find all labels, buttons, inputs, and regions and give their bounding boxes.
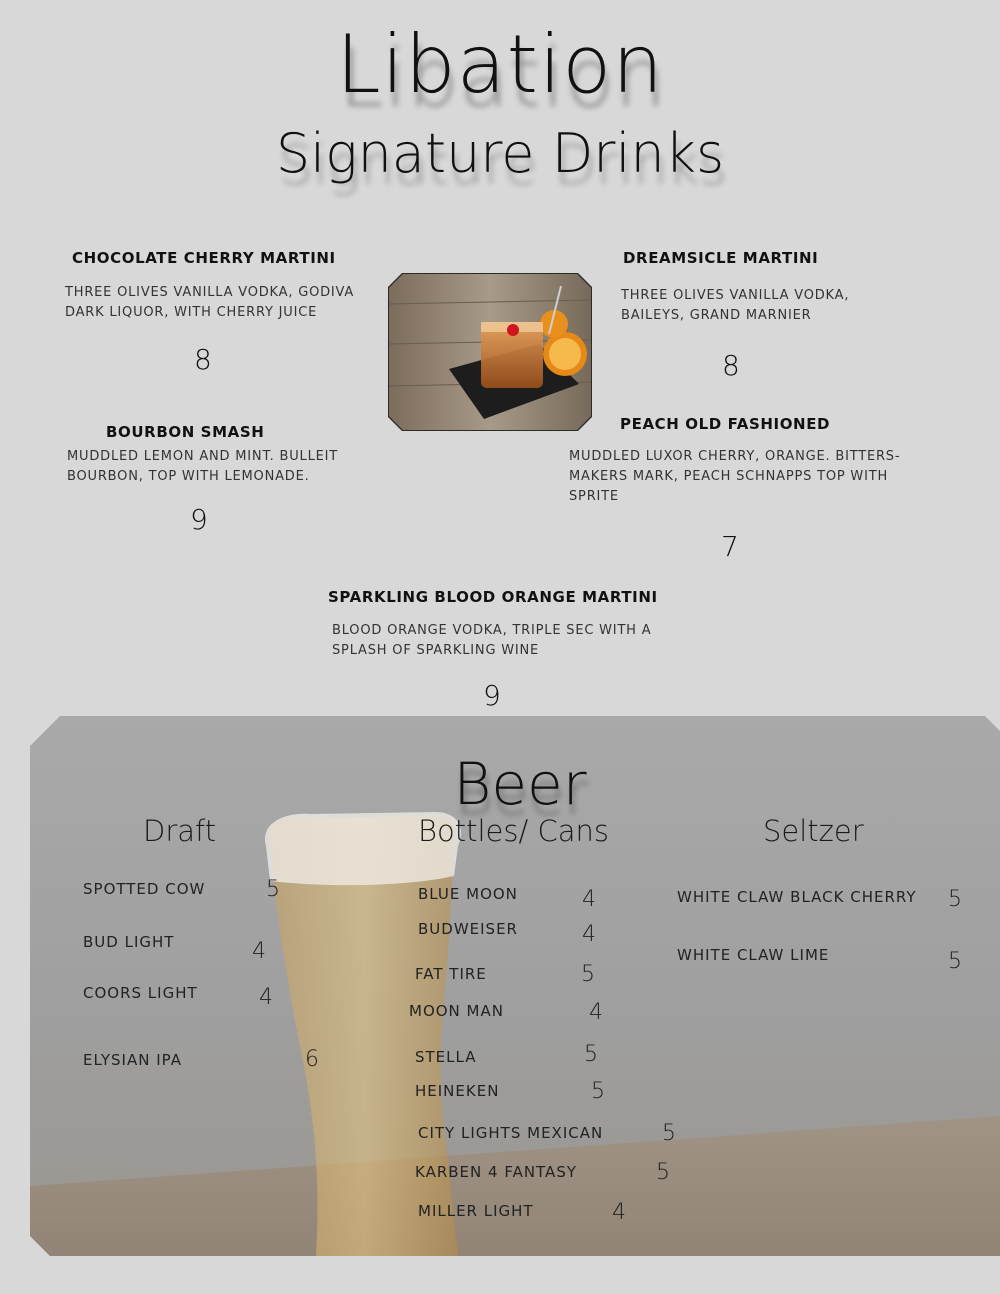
menu-title: Libation	[336, 18, 664, 111]
beer-item-name: SPOTTED COW	[83, 880, 206, 898]
drink-name: PEACH OLD FASHIONED	[620, 415, 831, 433]
beer-item-price: 5	[948, 949, 962, 974]
bottles-heading: Bottles/ Cans	[418, 814, 609, 848]
beer-item-price: 4	[589, 1000, 603, 1025]
beer-item-name: COORS LIGHT	[83, 984, 198, 1002]
beer-item-price: 4	[582, 887, 596, 912]
beer-item-price: 4	[259, 985, 273, 1010]
drink-name: DREAMSICLE MARTINI	[623, 249, 819, 267]
draft-heading: Draft	[143, 814, 217, 848]
drink-price: 9	[483, 679, 501, 712]
seltzer-heading: Seltzer	[763, 814, 864, 848]
beer-item-name: CITY LIGHTS MEXICAN	[418, 1124, 604, 1142]
drink-description: MUDDLED LUXOR CHERRY, ORANGE. BITTERS- MAKERS MARK, PEACH SCHNAPPS TOP WITH SPRITE	[569, 449, 901, 504]
beer-item-name: MOON MAN	[409, 1002, 504, 1020]
beer-item-name: FAT TIRE	[415, 965, 487, 983]
beer-item-price: 5	[662, 1121, 676, 1146]
drink-name: CHOCOLATE CHERRY MARTINI	[72, 249, 336, 267]
beer-item-price: 4	[612, 1200, 626, 1225]
drink-price: 9	[190, 503, 208, 536]
beer-item-price: 5	[266, 877, 280, 902]
beer-item-name: STELLA	[415, 1048, 477, 1066]
beer-item-name: ELYSIAN IPA	[83, 1051, 182, 1069]
beer-item-name: MILLER LIGHT	[418, 1202, 534, 1220]
drink-price: 8	[722, 349, 740, 382]
beer-item-price: 4	[252, 939, 266, 964]
drink-description: MUDDLED LEMON AND MINT. BULLEIT BOURBON, TOP WITH LEMONADE.	[67, 449, 339, 484]
beer-item-price: 5	[581, 962, 595, 987]
beer-item-name: BUDWEISER	[418, 920, 518, 938]
drink-price: 7	[721, 530, 739, 563]
drink-name: SPARKLING BLOOD ORANGE MARTINI	[328, 588, 658, 606]
drink-description: THREE OLIVES VANILLA VODKA, GODIVA DARK LIQUOR, WITH CHERRY JUICE	[65, 285, 355, 320]
beer-item-price: 5	[948, 887, 962, 912]
beer-item-name: KARBEN 4 FANTASY	[415, 1163, 578, 1181]
drink-price: 8	[194, 343, 212, 376]
beer-item-name: WHITE CLAW LIME	[677, 946, 830, 964]
beer-item-price: 5	[584, 1042, 598, 1067]
beer-item-price: 5	[656, 1160, 670, 1185]
beer-item-price: 5	[591, 1079, 605, 1104]
beer-item-price: 6	[305, 1047, 319, 1072]
beer-item-price: 4	[582, 922, 596, 947]
menu-subtitle: Signature Drinks	[275, 122, 725, 185]
beer-heading: Beer	[453, 750, 587, 818]
drink-name: BOURBON SMASH	[106, 423, 265, 441]
drink-description: BLOOD ORANGE VODKA, TRIPLE SEC WITH A SPLASH OF SPARKLING WINE	[332, 623, 652, 658]
drink-description: THREE OLIVES VANILLA VODKA, BAILEYS, GRAND MARNIER	[621, 288, 850, 323]
beer-item-name: BUD LIGHT	[83, 933, 175, 951]
beer-item-name: BLUE MOON	[418, 885, 518, 903]
cocktail-photo	[388, 273, 592, 431]
beer-item-name: WHITE CLAW BLACK CHERRY	[677, 888, 917, 906]
beer-item-name: HEINEKEN	[415, 1082, 500, 1100]
